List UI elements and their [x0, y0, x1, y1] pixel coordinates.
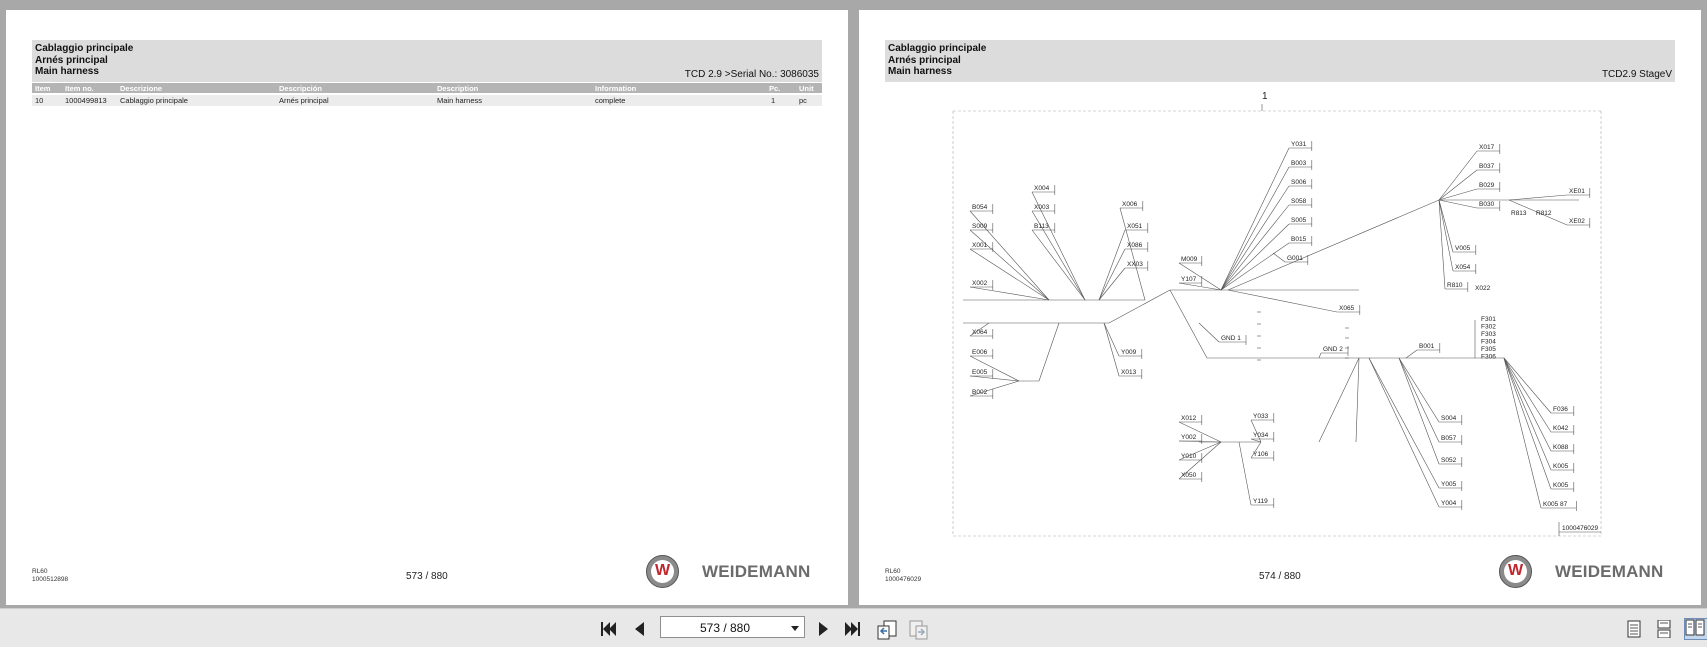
connector-label: B003 — [1291, 160, 1307, 167]
col-information: Information — [595, 84, 637, 93]
harness-wire — [1399, 358, 1439, 442]
connector-label: S052 — [1441, 457, 1457, 464]
harness-wire — [1099, 268, 1125, 300]
diagram-position-number: 1 — [1262, 91, 1268, 102]
connector-label: E005 — [972, 369, 988, 376]
cell-item: 10 — [35, 96, 44, 105]
connector-label: B001 — [1419, 343, 1435, 350]
connector-label: X002 — [972, 280, 988, 287]
previous-page-button[interactable] — [630, 620, 650, 638]
harness-wire — [970, 230, 1049, 300]
connector-label: V005 — [1455, 245, 1471, 252]
cell-descrizione: Cablaggio principale — [120, 96, 188, 105]
footer-code — [885, 568, 921, 584]
two-page-view-icon — [1685, 619, 1705, 637]
connector-label: GND 1 — [1221, 335, 1241, 342]
connector-label: Y005 — [1441, 481, 1457, 488]
connector-label: X086 — [1127, 242, 1143, 249]
last-page-button[interactable] — [843, 620, 863, 638]
connector-label: F302 — [1481, 323, 1496, 331]
harness-wire — [1504, 358, 1551, 489]
connector-label: Y119 — [1253, 498, 1268, 505]
connector-label: B037 — [1479, 163, 1495, 170]
harness-wire — [1179, 442, 1221, 479]
harness-wire — [1439, 170, 1477, 200]
connector-label: K042 — [1553, 425, 1569, 432]
connector-label: R810 — [1447, 282, 1463, 289]
previous-page-icon — [630, 620, 650, 638]
connector-label: X012 — [1181, 415, 1197, 422]
connector-label: X022 — [1475, 285, 1491, 292]
connector-label: GND 2 — [1323, 346, 1343, 353]
harness-wire — [1104, 323, 1119, 356]
harness-wire — [1221, 148, 1289, 290]
col-descrizione: Descrizione — [120, 84, 163, 93]
connector-label: S058 — [1291, 198, 1307, 205]
title-english: Main harness — [888, 66, 952, 77]
connector-label: X003 — [1034, 204, 1050, 211]
connector-label: Y033 — [1253, 413, 1269, 420]
chevron-down-icon — [791, 626, 799, 631]
connector-label: K005 — [1553, 482, 1569, 489]
go-forward-icon — [908, 620, 930, 640]
connector-label: S005 — [1291, 217, 1307, 224]
first-page-button[interactable] — [598, 620, 618, 638]
page-number: 574 / 880 — [1259, 571, 1301, 582]
connector-label: Y002 — [1181, 434, 1197, 441]
connector-label: F301 — [1481, 316, 1496, 323]
title-english: Main harness — [35, 66, 99, 77]
connector-label: X004 — [1034, 185, 1050, 192]
cell-description: Main harness — [437, 96, 483, 105]
harness-wire — [1179, 283, 1221, 290]
harness-wire — [1369, 358, 1439, 507]
connector-label: B030 — [1479, 201, 1495, 208]
next-page-button[interactable] — [813, 620, 833, 638]
connector-label: B057 — [1441, 435, 1457, 442]
connector-label: X064 — [972, 329, 988, 336]
harness-wire — [970, 287, 1049, 300]
connector-label: X051 — [1127, 223, 1143, 230]
harness-wire — [1399, 358, 1439, 422]
harness-wire — [1504, 358, 1551, 432]
harness-wire — [1251, 439, 1261, 442]
connector-label: X050 — [1181, 472, 1197, 479]
engine-info: TCD2.9 StageV — [1601, 69, 1672, 80]
go-back-icon — [876, 620, 898, 640]
harness-wire — [1439, 151, 1477, 200]
continuous-view-button[interactable] — [1654, 620, 1674, 638]
first-page-icon — [598, 620, 618, 638]
connector-label: F303 — [1481, 331, 1496, 338]
harness-wire — [1221, 243, 1289, 290]
connector-label: Y031 — [1291, 141, 1307, 148]
connector-label: XX03 — [1127, 261, 1143, 268]
connector-label: Y009 — [1121, 349, 1137, 356]
connector-label: X001 — [972, 242, 988, 249]
page-number: 573 / 880 — [406, 571, 448, 582]
cell-unit: pc — [799, 96, 807, 105]
title-italian: Cablaggio principale — [888, 43, 987, 54]
right-page — [859, 10, 1701, 605]
harness-wire — [1221, 205, 1289, 290]
last-page-icon — [843, 620, 863, 638]
two-page-view-button[interactable] — [1684, 618, 1707, 640]
connector-label: F036 — [1553, 406, 1568, 413]
drawing-number: 1000476029 — [1562, 525, 1599, 532]
connector-label: F306 — [1481, 353, 1496, 361]
connector-label: S009 — [972, 223, 988, 230]
connector-label: K005 — [1553, 463, 1569, 470]
harness-wire — [1109, 290, 1170, 323]
harness-wire — [1104, 323, 1119, 376]
harness-wire — [1439, 189, 1477, 200]
col-item: Item — [35, 84, 51, 93]
harness-wire — [1239, 442, 1251, 505]
connector-label: F305 — [1481, 346, 1496, 353]
harness-wire — [1509, 195, 1567, 200]
harness-wire — [1369, 358, 1439, 488]
left-page — [6, 10, 848, 605]
col-descripcion: Descripción — [279, 84, 322, 93]
footer-model: RL60 — [885, 568, 901, 575]
harness-wire — [1439, 200, 1477, 208]
footer-doc-number: 1000512898 — [32, 576, 69, 583]
connector-label: Y010 — [1181, 453, 1197, 460]
connector-label: XE02 — [1569, 218, 1585, 225]
connector-label: G001 — [1287, 255, 1303, 262]
cell-descripcion: Arnés principal — [279, 96, 329, 105]
wiring-harness-diagram — [859, 10, 1701, 605]
connector-label: Y106 — [1253, 451, 1269, 458]
col-unit: Unit — [799, 84, 814, 93]
harness-wire — [1228, 200, 1439, 290]
logo-emblem-icon: W — [646, 555, 679, 588]
col-pc: Pc. — [769, 84, 781, 93]
table-header — [32, 83, 822, 93]
serial-info: TCD 2.9 >Serial No.: 3086035 — [684, 69, 819, 80]
connector-label: B113 — [1034, 223, 1049, 230]
go-back-button[interactable] — [876, 620, 896, 638]
harness-wire — [1221, 167, 1289, 290]
connector-label: B054 — [972, 204, 988, 211]
weidemann-logo — [1499, 553, 1679, 589]
col-item-no: Item no. — [65, 84, 94, 93]
connector-label: XE01 — [1569, 188, 1585, 195]
viewer-toolbar — [0, 608, 1707, 647]
connector-label: S004 — [1441, 415, 1457, 422]
connector-label: X013 — [1121, 369, 1137, 376]
go-forward-button[interactable] — [908, 620, 928, 638]
harness-wire — [1228, 290, 1337, 312]
next-page-icon — [813, 620, 833, 638]
harness-wire — [1221, 186, 1289, 290]
footer-model: RL60 — [32, 568, 48, 575]
harness-wire — [970, 376, 1019, 381]
harness-wire — [1199, 323, 1219, 342]
harness-wire — [1120, 208, 1145, 300]
connector-label: K088 — [1553, 444, 1569, 451]
brand-name: WEIDEMANN — [702, 562, 811, 581]
title-spanish: Arnés principal — [35, 55, 108, 66]
connector-label: Y107 — [1181, 276, 1197, 283]
connector-label: R813 — [1511, 210, 1527, 217]
harness-wire — [1439, 200, 1453, 252]
connector-label: B002 — [972, 389, 988, 396]
harness-wire — [970, 249, 1049, 300]
table-row[interactable] — [32, 95, 822, 106]
title-italian: Cablaggio principale — [35, 43, 134, 54]
connector-label: S006 — [1291, 179, 1307, 186]
parts-header — [32, 40, 822, 82]
page-selector[interactable] — [660, 616, 805, 638]
continuous-view-icon — [1654, 620, 1674, 638]
harness-wire — [1179, 442, 1221, 460]
page-selector-value: 573 / 880 — [699, 621, 751, 635]
harness-wire — [1356, 358, 1359, 442]
harness-wire — [1439, 200, 1445, 289]
harness-wire — [1273, 253, 1285, 262]
connector-label: Y004 — [1441, 500, 1457, 507]
connector-label: X017 — [1479, 144, 1495, 151]
footer-code — [32, 568, 68, 584]
weidemann-logo — [646, 553, 826, 589]
title-spanish: Arnés principal — [888, 55, 961, 66]
connector-label: X065 — [1339, 305, 1355, 312]
connector-label: R812 — [1536, 210, 1552, 217]
connector-label: K005 87 — [1543, 501, 1568, 508]
cell-information: complete — [595, 96, 626, 105]
footer-doc-number: 1000476029 — [885, 576, 922, 583]
connector-label: Y034 — [1253, 432, 1269, 439]
harness-wire — [1319, 358, 1359, 442]
harness-wire — [1039, 323, 1059, 381]
connector-label: E006 — [972, 349, 988, 356]
connector-label: B029 — [1479, 182, 1495, 189]
harness-wire — [1099, 249, 1125, 300]
harness-wire — [1399, 358, 1439, 464]
connector-label: X006 — [1122, 201, 1138, 208]
logo-emblem-icon: W — [1499, 555, 1532, 588]
cell-item-no: 1000499813 — [65, 96, 107, 105]
connector-label: X054 — [1455, 264, 1471, 271]
col-description: Description — [437, 84, 479, 93]
connector-label: B015 — [1291, 236, 1307, 243]
connector-label: F304 — [1481, 338, 1496, 346]
cell-pc: 1 — [771, 96, 776, 105]
connector-label: M009 — [1181, 256, 1198, 263]
brand-name: WEIDEMANN — [1555, 562, 1664, 581]
single-page-view-button[interactable] — [1624, 620, 1644, 638]
single-page-view-icon — [1624, 620, 1644, 638]
harness-wire — [1170, 290, 1207, 358]
harness-wire — [1406, 350, 1417, 358]
harness-wire — [1099, 230, 1125, 300]
harness-wire — [1319, 353, 1321, 358]
